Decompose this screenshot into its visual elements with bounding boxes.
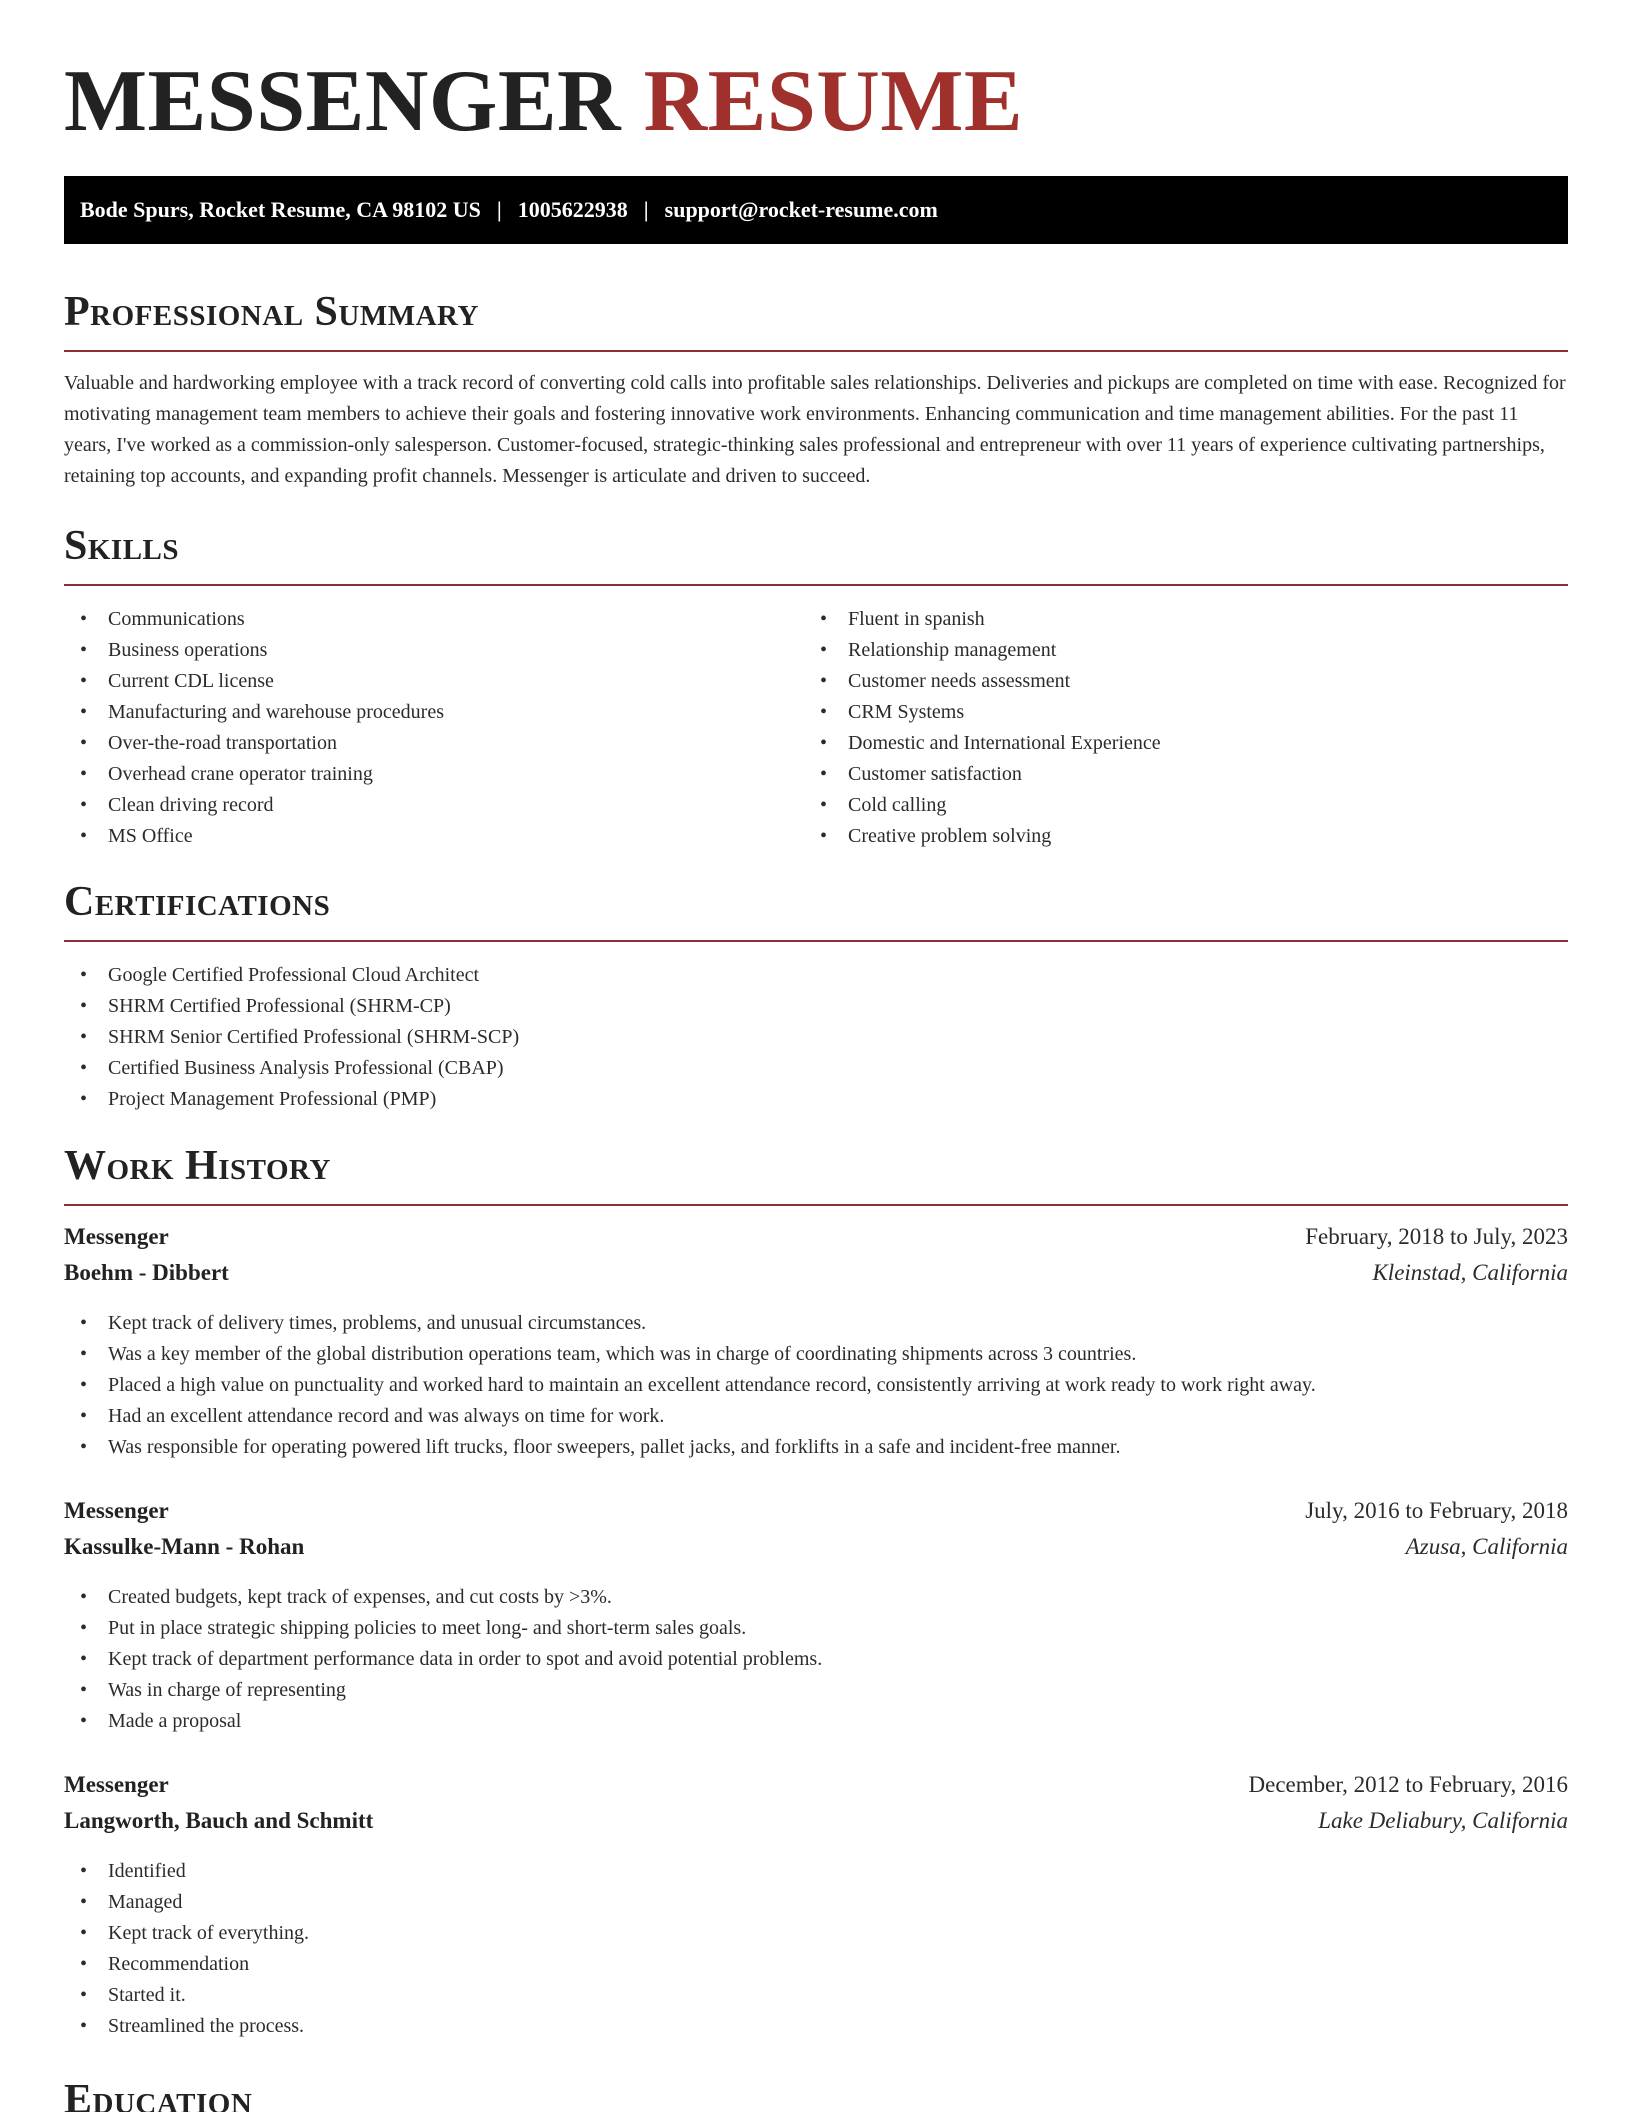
job-entry (64, 1772, 1568, 2042)
list-item: • CRM Systems (804, 697, 1544, 728)
list-item: • Clean driving record (64, 790, 804, 821)
job-location: Lake Deliabury, California (1318, 1808, 1568, 1833)
job-title: Messenger (64, 1498, 169, 1523)
list-item: • Customer satisfaction (804, 759, 1544, 790)
job-entry (64, 1498, 1568, 1737)
list-item: • Kept track of everything. (64, 1918, 1568, 1949)
skills-title: Skills (64, 523, 180, 569)
job-duties-list (64, 1308, 1568, 1463)
list-item: • Was responsible for operating powered lift trucks, floor sweepers, pallet jacks, and forklifts in a safe and incident-free manner. (64, 1432, 1568, 1463)
name-last: RESUME (643, 53, 1024, 150)
job-company-row (64, 1260, 1568, 1296)
job-header-row (64, 1498, 1568, 1534)
work-history-title: Work History (64, 1143, 331, 1189)
list-item: • Kept track of delivery times, problems, and unusual circumstances. (64, 1308, 1568, 1339)
resume-name-heading (64, 52, 1023, 152)
list-item: • Cold calling (804, 790, 1544, 821)
list-item: • Fluent in spanish (804, 604, 1544, 635)
list-item: • Google Certified Professional Cloud Architect (64, 960, 1568, 991)
list-item: • Streamlined the process. (64, 2011, 1568, 2042)
name-first: MESSENGER (64, 53, 622, 150)
list-item: • Was a key member of the global distribution operations team, which was in charge of coordinating shipments across 3 countries. (64, 1339, 1568, 1370)
job-header-row (64, 1772, 1568, 1808)
job-location: Azusa, California (1405, 1534, 1568, 1559)
list-item: • MS Office (64, 821, 804, 852)
certifications-section (64, 876, 1568, 1115)
list-item: • Kept track of department performance data in order to spot and avoid potential problems. (64, 1644, 1568, 1675)
job-duties-list (64, 1582, 1568, 1737)
list-item: • Overhead crane operator training (64, 759, 804, 790)
job-title: Messenger (64, 1772, 169, 1797)
list-item: • SHRM Senior Certified Professional (SHRM-SCP) (64, 1022, 1568, 1053)
certifications-list (64, 960, 1568, 1115)
job-header-row (64, 1224, 1568, 1260)
summary-text: Valuable and hardworking employee with a track record of converting cold calls into profitable sales relationships. Deliveries and pickups are completed on time with ease. Recognized for motivating management team members to achieve their goals and fostering innovative work environments. Enhancing communication and time management abilities. For the past 11 years, I've worked as a commission-only salesperson. Customer-focused, strategic-thinking sales professional and entrepreneur with over 11 years of experience cultivating partnerships, retaining top accounts, and expanding profit channels. Messenger is articulate and driven to succeed. (64, 372, 1566, 487)
contact-bar (64, 176, 1568, 244)
education-title: Education (64, 2077, 253, 2112)
list-item: • Manufacturing and warehouse procedures (64, 697, 804, 728)
work-history-section (64, 1140, 1568, 1206)
certifications-title: Certifications (64, 879, 331, 925)
skills-columns (64, 586, 1568, 852)
list-item: • Creative problem solving (804, 821, 1544, 852)
contact-separator: | (643, 197, 649, 222)
section-divider (64, 350, 1568, 352)
list-item: • Was in charge of representing (64, 1675, 1568, 1706)
job-duties-list (64, 1856, 1568, 2042)
job-company: Kassulke-Mann - Rohan (64, 1534, 305, 1559)
list-item: • Relationship management (804, 635, 1544, 666)
list-item: • Business operations (64, 635, 804, 666)
list-item: • Started it. (64, 1980, 1568, 2011)
list-item: • Placed a high value on punctuality and worked hard to maintain an excellent attendance record, consistently arriving at work ready to work right away. (64, 1370, 1568, 1401)
job-title: Messenger (64, 1224, 169, 1249)
list-item: • Created budgets, kept track of expenses, and cut costs by >3%. (64, 1582, 1568, 1613)
list-item: • Customer needs assessment (804, 666, 1544, 697)
summary-title: Professional Summary (64, 289, 479, 335)
list-item: • SHRM Certified Professional (SHRM-CP) (64, 991, 1568, 1022)
list-item: • Made a proposal (64, 1706, 1568, 1737)
list-item: • Had an excellent attendance record and was always on time for work. (64, 1401, 1568, 1432)
job-company-row (64, 1534, 1568, 1570)
job-dates: July, 2016 to February, 2018 (1305, 1498, 1568, 1523)
section-divider (64, 1204, 1568, 1206)
list-item: • Project Management Professional (PMP) (64, 1084, 1568, 1115)
job-dates: February, 2018 to July, 2023 (1305, 1224, 1568, 1249)
contact-separator: | (496, 197, 502, 222)
skills-list-right (804, 604, 1544, 852)
list-item: • Domestic and International Experience (804, 728, 1544, 759)
contact-email[interactable]: support@rocket-resume.com (664, 197, 938, 222)
job-entry (64, 1224, 1568, 1463)
job-location: Kleinstad, California (1372, 1260, 1568, 1285)
list-item: • Communications (64, 604, 804, 635)
list-item: • Managed (64, 1887, 1568, 1918)
job-company: Boehm - Dibbert (64, 1260, 229, 1285)
job-company: Langworth, Bauch and Schmitt (64, 1808, 374, 1833)
list-item: • Identified (64, 1856, 1568, 1887)
list-item: • Certified Business Analysis Professional (CBAP) (64, 1053, 1568, 1084)
job-dates: December, 2012 to February, 2016 (1248, 1772, 1568, 1797)
skills-section (64, 520, 1568, 852)
contact-address: Bode Spurs, Rocket Resume, CA 98102 US (80, 197, 481, 222)
summary-section (64, 286, 1568, 492)
job-company-row (64, 1808, 1568, 1844)
section-divider (64, 940, 1568, 942)
education-section (64, 2074, 1568, 2112)
list-item: • Over-the-road transportation (64, 728, 804, 759)
contact-phone[interactable]: 1005622938 (517, 197, 628, 222)
skills-list-left (64, 604, 804, 852)
list-item: • Put in place strategic shipping policies to meet long- and short-term sales goals. (64, 1613, 1568, 1644)
list-item: • Recommendation (64, 1949, 1568, 1980)
list-item: • Current CDL license (64, 666, 804, 697)
